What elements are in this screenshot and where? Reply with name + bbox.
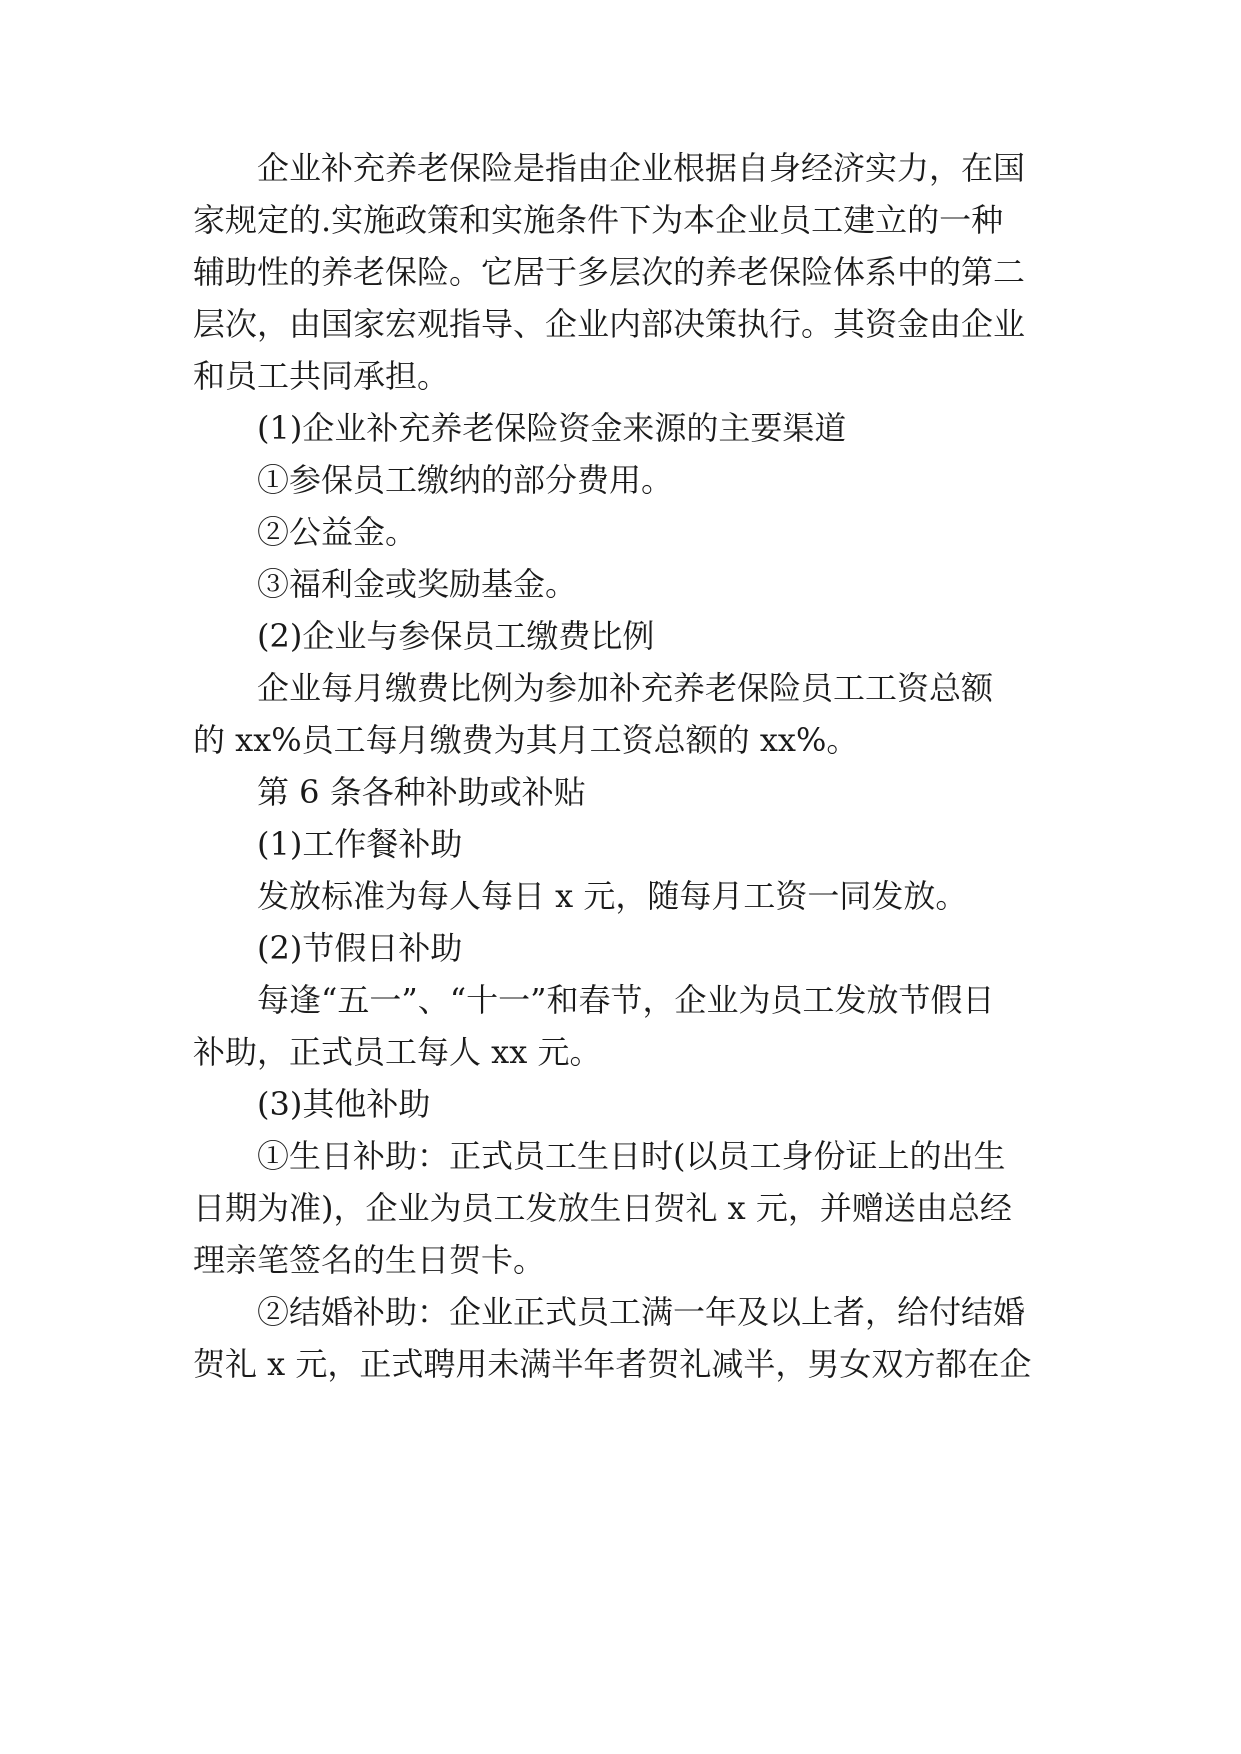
paragraph-line-9: 每逢“五一”、“十一”和春节，企业为员工发放节假日 <box>257 981 995 1019</box>
paragraph-line-7: 的 xx%员工每月缴费为其月工资总额的 xx%。 <box>193 721 859 759</box>
paragraph-line-2: 家规定的.实施政策和实施条件下为本企业员工建立的一种 <box>193 201 1004 239</box>
list-item-1: ①参保员工缴纳的部分费用。 <box>257 461 674 499</box>
paragraph-line-12: 理亲笔签名的生日贺卡。 <box>193 1241 546 1279</box>
paragraph-line-11: 日期为准)，企业为员工发放生日贺礼 x 元，并赠送由总经 <box>193 1189 1012 1227</box>
list-item-4: ①生日补助：正式员工生日时(以员工身份证上的出生 <box>257 1137 1006 1175</box>
paragraph-line-13: 贺礼 x 元，正式聘用未满半年者贺礼减半，男女双方都在企 <box>193 1345 1032 1383</box>
section-heading-5: (3)其他补助 <box>257 1085 431 1123</box>
paragraph-line-3: 辅助性的养老保险。它居于多层次的养老保险体系中的第二 <box>193 253 1026 291</box>
paragraph-line-5: 和员工共同承担。 <box>193 357 450 395</box>
article-heading: 第 6 条各种补助或补贴 <box>257 773 586 811</box>
list-item-5: ②结婚补助：企业正式员工满一年及以上者，给付结婚 <box>257 1293 1026 1331</box>
section-heading-4: (2)节假日补助 <box>257 929 463 967</box>
section-heading-2: (2)企业与参保员工缴费比例 <box>257 617 655 655</box>
section-heading-3: (1)工作餐补助 <box>257 825 463 863</box>
paragraph-line-10: 补助，正式员工每人 xx 元。 <box>193 1033 602 1071</box>
paragraph-line-4: 层次，由国家宏观指导、企业内部决策执行。其资金由企业 <box>193 305 1026 343</box>
section-heading-1: (1)企业补充养老保险资金来源的主要渠道 <box>257 409 847 447</box>
paragraph-line-1: 企业补充养老保险是指由企业根据自身经济实力，在国 <box>257 149 1026 187</box>
list-item-2: ②公益金。 <box>257 513 418 551</box>
paragraph-line-6: 企业每月缴费比例为参加补充养老保险员工工资总额 <box>257 669 994 707</box>
list-item-3: ③福利金或奖励基金。 <box>257 565 578 603</box>
paragraph-line-8: 发放标准为每人每日 x 元，随每月工资一同发放。 <box>257 877 968 915</box>
